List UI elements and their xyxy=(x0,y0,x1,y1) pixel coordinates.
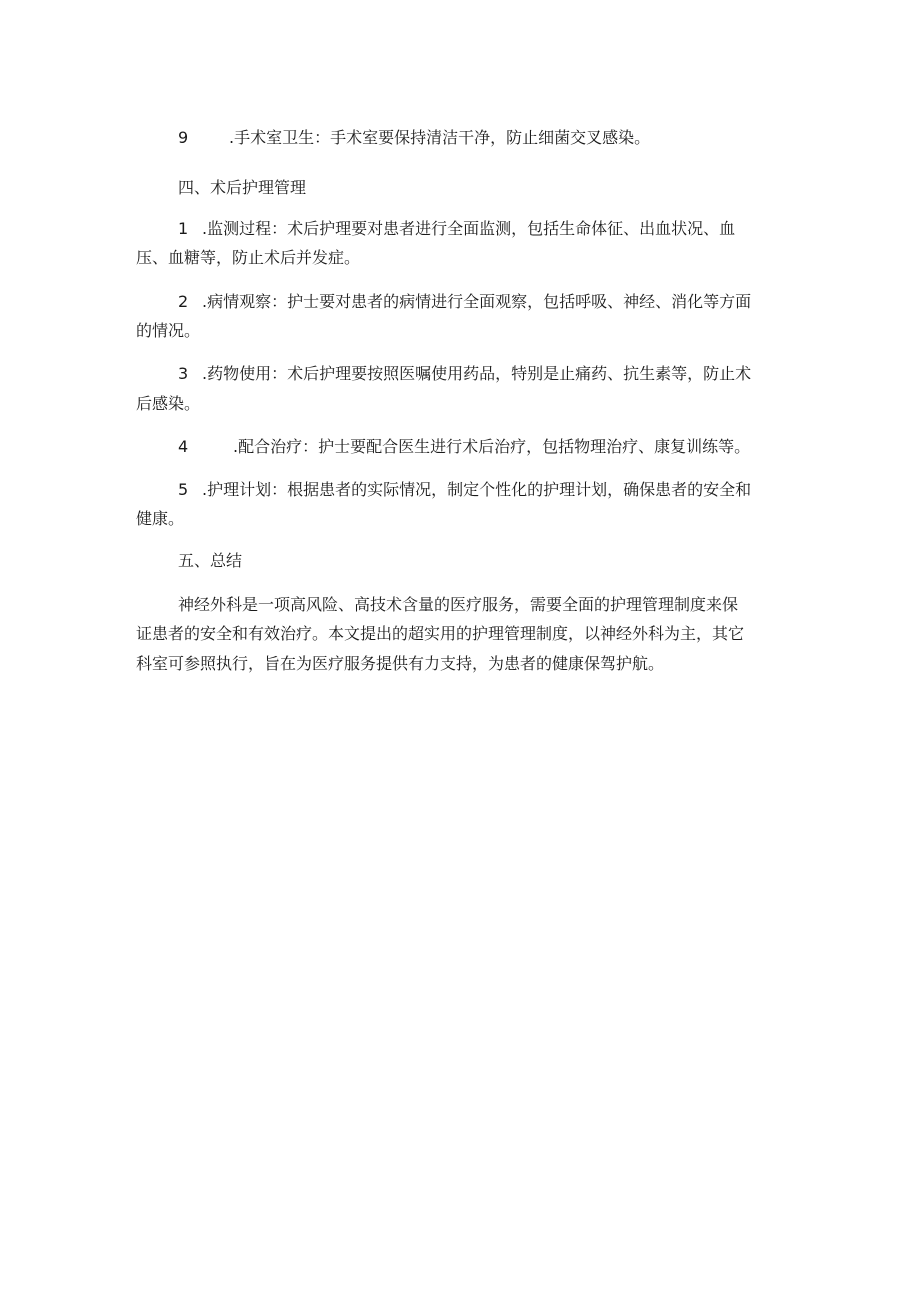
item-4-3-number: 3 xyxy=(178,364,189,383)
summary-line-3: 科室可参照执行，旨在为医疗服务提供有力支持，为患者的健康保驾护航。 xyxy=(136,654,665,673)
section-5-heading: 五、总结 xyxy=(178,551,243,570)
item-4-2-line-2: 的情况。 xyxy=(136,321,201,340)
item-4-1-line-1: .监测过程：术后护理要对患者进行全面监测，包括生命体征、出血状况、血 xyxy=(202,219,736,238)
item-4-5-line-2: 健康。 xyxy=(136,509,185,528)
item-4-2-number: 2 xyxy=(178,292,189,311)
item-4-3-line-2: 后感染。 xyxy=(136,394,201,413)
item-4-2-line-1: .病情观察：护士要对患者的病情进行全面观察，包括呼吸、神经、消化等方面 xyxy=(202,292,752,311)
summary-line-2: 证患者的安全和有效治疗。本文提出的超实用的护理管理制度，以神经外科为主，其它 xyxy=(136,624,745,643)
item-4-3-line-1: .药物使用：术后护理要按照医嘱使用药品，特别是止痛药、抗生素等，防止术 xyxy=(202,364,752,383)
item-4-5-number: 5 xyxy=(178,480,189,499)
item-4-5-line-1: .护理计划：根据患者的实际情况，制定个性化的护理计划，确保患者的安全和 xyxy=(202,480,752,499)
item-4-1-line-2: 压、血糖等，防止术后并发症。 xyxy=(136,248,361,267)
summary-line-1: 神经外科是一项高风险、高技术含量的医疗服务，需要全面的护理管理制度来保 xyxy=(178,595,739,614)
item-4-4-text: .配合治疗：护士要配合医生进行术后治疗，包括物理治疗、康复训练等。 xyxy=(233,437,751,456)
section-4-heading: 四、术后护理管理 xyxy=(178,178,307,197)
item-4-4-number: 4 xyxy=(178,437,189,456)
item-4-1-number: 1 xyxy=(178,219,189,238)
item-9-text: .手术室卫生：手术室要保持清洁干净，防止细菌交叉感染。 xyxy=(229,128,651,147)
item-9-number: 9 xyxy=(178,128,189,147)
